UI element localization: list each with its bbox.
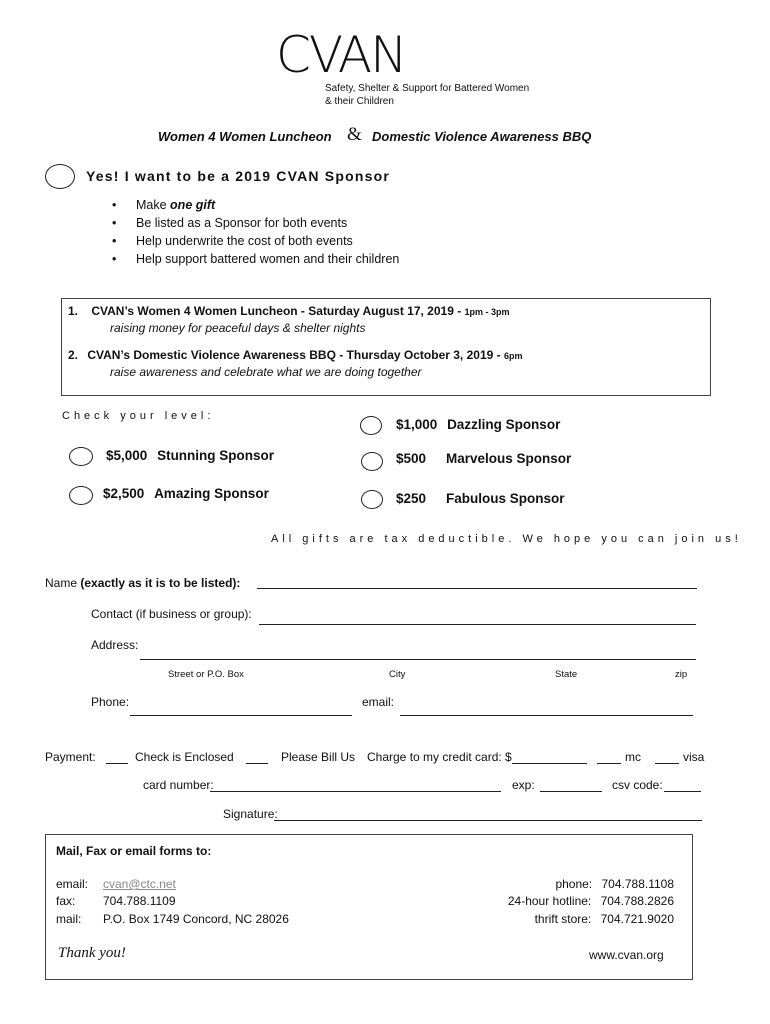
email-input[interactable] — [400, 715, 693, 716]
level-500 — [396, 451, 426, 466]
thrift-value: 704.721.9020 — [600, 912, 674, 926]
city-label: City — [389, 669, 406, 680]
level-250-name: Fabulous Sponsor — [446, 491, 565, 506]
enclosed-label: Check is Enclosed — [135, 750, 234, 764]
bullet-text: Make — [136, 198, 171, 212]
list-item — [112, 196, 399, 214]
visa-label: visa — [683, 750, 705, 764]
contact-box — [45, 834, 693, 980]
exp-input[interactable] — [540, 791, 602, 792]
events-header-left: Women 4 Women Luncheon — [158, 129, 332, 144]
list-item: • Help support battered women and their children — [112, 250, 399, 268]
level-amount: $1,000 — [396, 417, 438, 432]
thank-you: Thank you! — [58, 945, 126, 961]
hotline-value: 704.788.2826 — [600, 894, 674, 908]
phone-input[interactable] — [130, 715, 352, 716]
hotline-row-label: 24-hour hotline: — [507, 894, 592, 908]
tagline-line-2: & their Children — [325, 96, 394, 107]
bullet-emphasis: one gift — [170, 198, 216, 212]
event-title: CVAN’s Domestic Violence Awareness BBQ - Thursday October 3, 2019 - — [87, 348, 504, 362]
mc-checkbox[interactable] — [597, 763, 621, 764]
bill-label: Please Bill Us — [281, 750, 356, 764]
level-radio-250[interactable] — [361, 490, 383, 509]
level-name: Amazing Sponsor — [154, 486, 269, 501]
level-1000 — [396, 417, 560, 432]
phone-row-label: phone: — [555, 877, 593, 891]
level-amount: $500 — [396, 451, 427, 466]
sponsor-benefits-list — [112, 196, 399, 268]
contact-input[interactable] — [259, 624, 696, 625]
charge-amount-input[interactable] — [512, 763, 587, 764]
event-time: 6pm — [503, 351, 523, 361]
sponsor-yes-radio[interactable] — [45, 164, 75, 189]
tagline-line-1: Safety, Shelter & Support for Battered Women — [325, 83, 530, 94]
fax-row-label: fax: — [56, 894, 76, 908]
level-name: Stunning Sponsor — [157, 448, 275, 463]
phone-label: Phone: — [91, 695, 130, 709]
cvan-logo: CVAN — [276, 26, 406, 84]
level-radio-500[interactable] — [361, 452, 383, 471]
signature-label: Signature: — [223, 807, 278, 821]
address-label: Address: — [91, 638, 139, 652]
level-2500 — [103, 486, 269, 501]
fax-value: 704.788.1109 — [103, 894, 176, 908]
name-label-text: Name — [45, 576, 81, 590]
level-5000 — [106, 448, 274, 463]
event-1-desc: raising money for peaceful days & shelter nights — [110, 321, 366, 335]
level-250 — [396, 491, 426, 506]
card-number-label: card number: — [143, 778, 214, 792]
level-radio-1000[interactable] — [360, 416, 382, 435]
list-item: • Be listed as a Sponsor for both events — [112, 214, 399, 232]
event-number: 1. — [68, 304, 79, 318]
event-number: 2. — [68, 348, 79, 362]
phone-row — [555, 877, 674, 891]
thrift-row — [535, 912, 674, 926]
address-input[interactable] — [140, 659, 696, 660]
zip-label: zip — [675, 669, 688, 680]
events-header-amp: & — [347, 124, 362, 145]
csv-input[interactable] — [664, 791, 701, 792]
charge-label: Charge to my credit card: $ — [367, 750, 512, 764]
event-2 — [68, 348, 522, 362]
email-link[interactable]: cvan@ctc.net — [103, 877, 176, 891]
csv-label: csv code: — [612, 778, 663, 792]
level-radio-2500[interactable] — [69, 486, 93, 505]
level-radio-5000[interactable] — [69, 447, 93, 466]
mail-value: P.O. Box 1749 Concord, NC 28026 — [103, 912, 289, 926]
event-title: CVAN’s Women 4 Women Luncheon - Saturday August 17, 2019 - — [91, 304, 465, 318]
email-row-label: email: — [56, 877, 89, 891]
hotline-row — [508, 894, 674, 908]
event-2-desc: raise awareness and celebrate what we are doing together — [110, 365, 422, 379]
street-label: Street or P.O. Box — [168, 669, 244, 680]
events-box — [61, 298, 711, 396]
website-link[interactable]: www.cvan.org — [589, 948, 664, 962]
level-amount: $5,000 — [106, 448, 148, 463]
level-amount: $2,500 — [103, 486, 145, 501]
mc-label: mc — [625, 750, 641, 764]
thrift-row-label: thrift store: — [534, 912, 592, 926]
level-500-name: Marvelous Sponsor — [446, 451, 572, 466]
visa-checkbox[interactable] — [655, 763, 679, 764]
name-note: (exactly as it is to be listed): — [80, 576, 241, 590]
signature-input[interactable] — [274, 820, 702, 821]
check-level-label: Check your level: — [62, 410, 215, 422]
exp-label: exp: — [512, 778, 535, 792]
list-item: • Help underwrite the cost of both events — [112, 232, 399, 250]
tax-note: All gifts are tax deductible. We hope you can join us! — [271, 533, 742, 545]
enclosed-checkbox[interactable] — [106, 763, 128, 764]
sponsor-headline: Yes! I want to be a 2019 CVAN Sponsor — [86, 168, 390, 184]
contact-box-title: Mail, Fax or email forms to: — [56, 844, 212, 858]
name-input[interactable] — [257, 588, 697, 589]
card-number-input[interactable] — [210, 791, 501, 792]
events-header-right: Domestic Violence Awareness BBQ — [372, 129, 592, 144]
level-name: Dazzling Sponsor — [447, 417, 561, 432]
event-time: 1pm - 3pm — [464, 307, 510, 317]
event-1 — [68, 304, 510, 318]
payment-label: Payment: — [45, 750, 96, 764]
contact-label: Contact (if business or group): — [91, 607, 252, 621]
bill-checkbox[interactable] — [246, 763, 268, 764]
state-label: State — [555, 669, 578, 680]
mail-row-label: mail: — [56, 912, 82, 926]
phone-value: 704.788.1108 — [601, 877, 674, 891]
level-amount: $250 — [396, 491, 427, 506]
name-label — [45, 576, 240, 590]
email-label: email: — [362, 695, 395, 709]
logo-tagline — [325, 82, 529, 108]
